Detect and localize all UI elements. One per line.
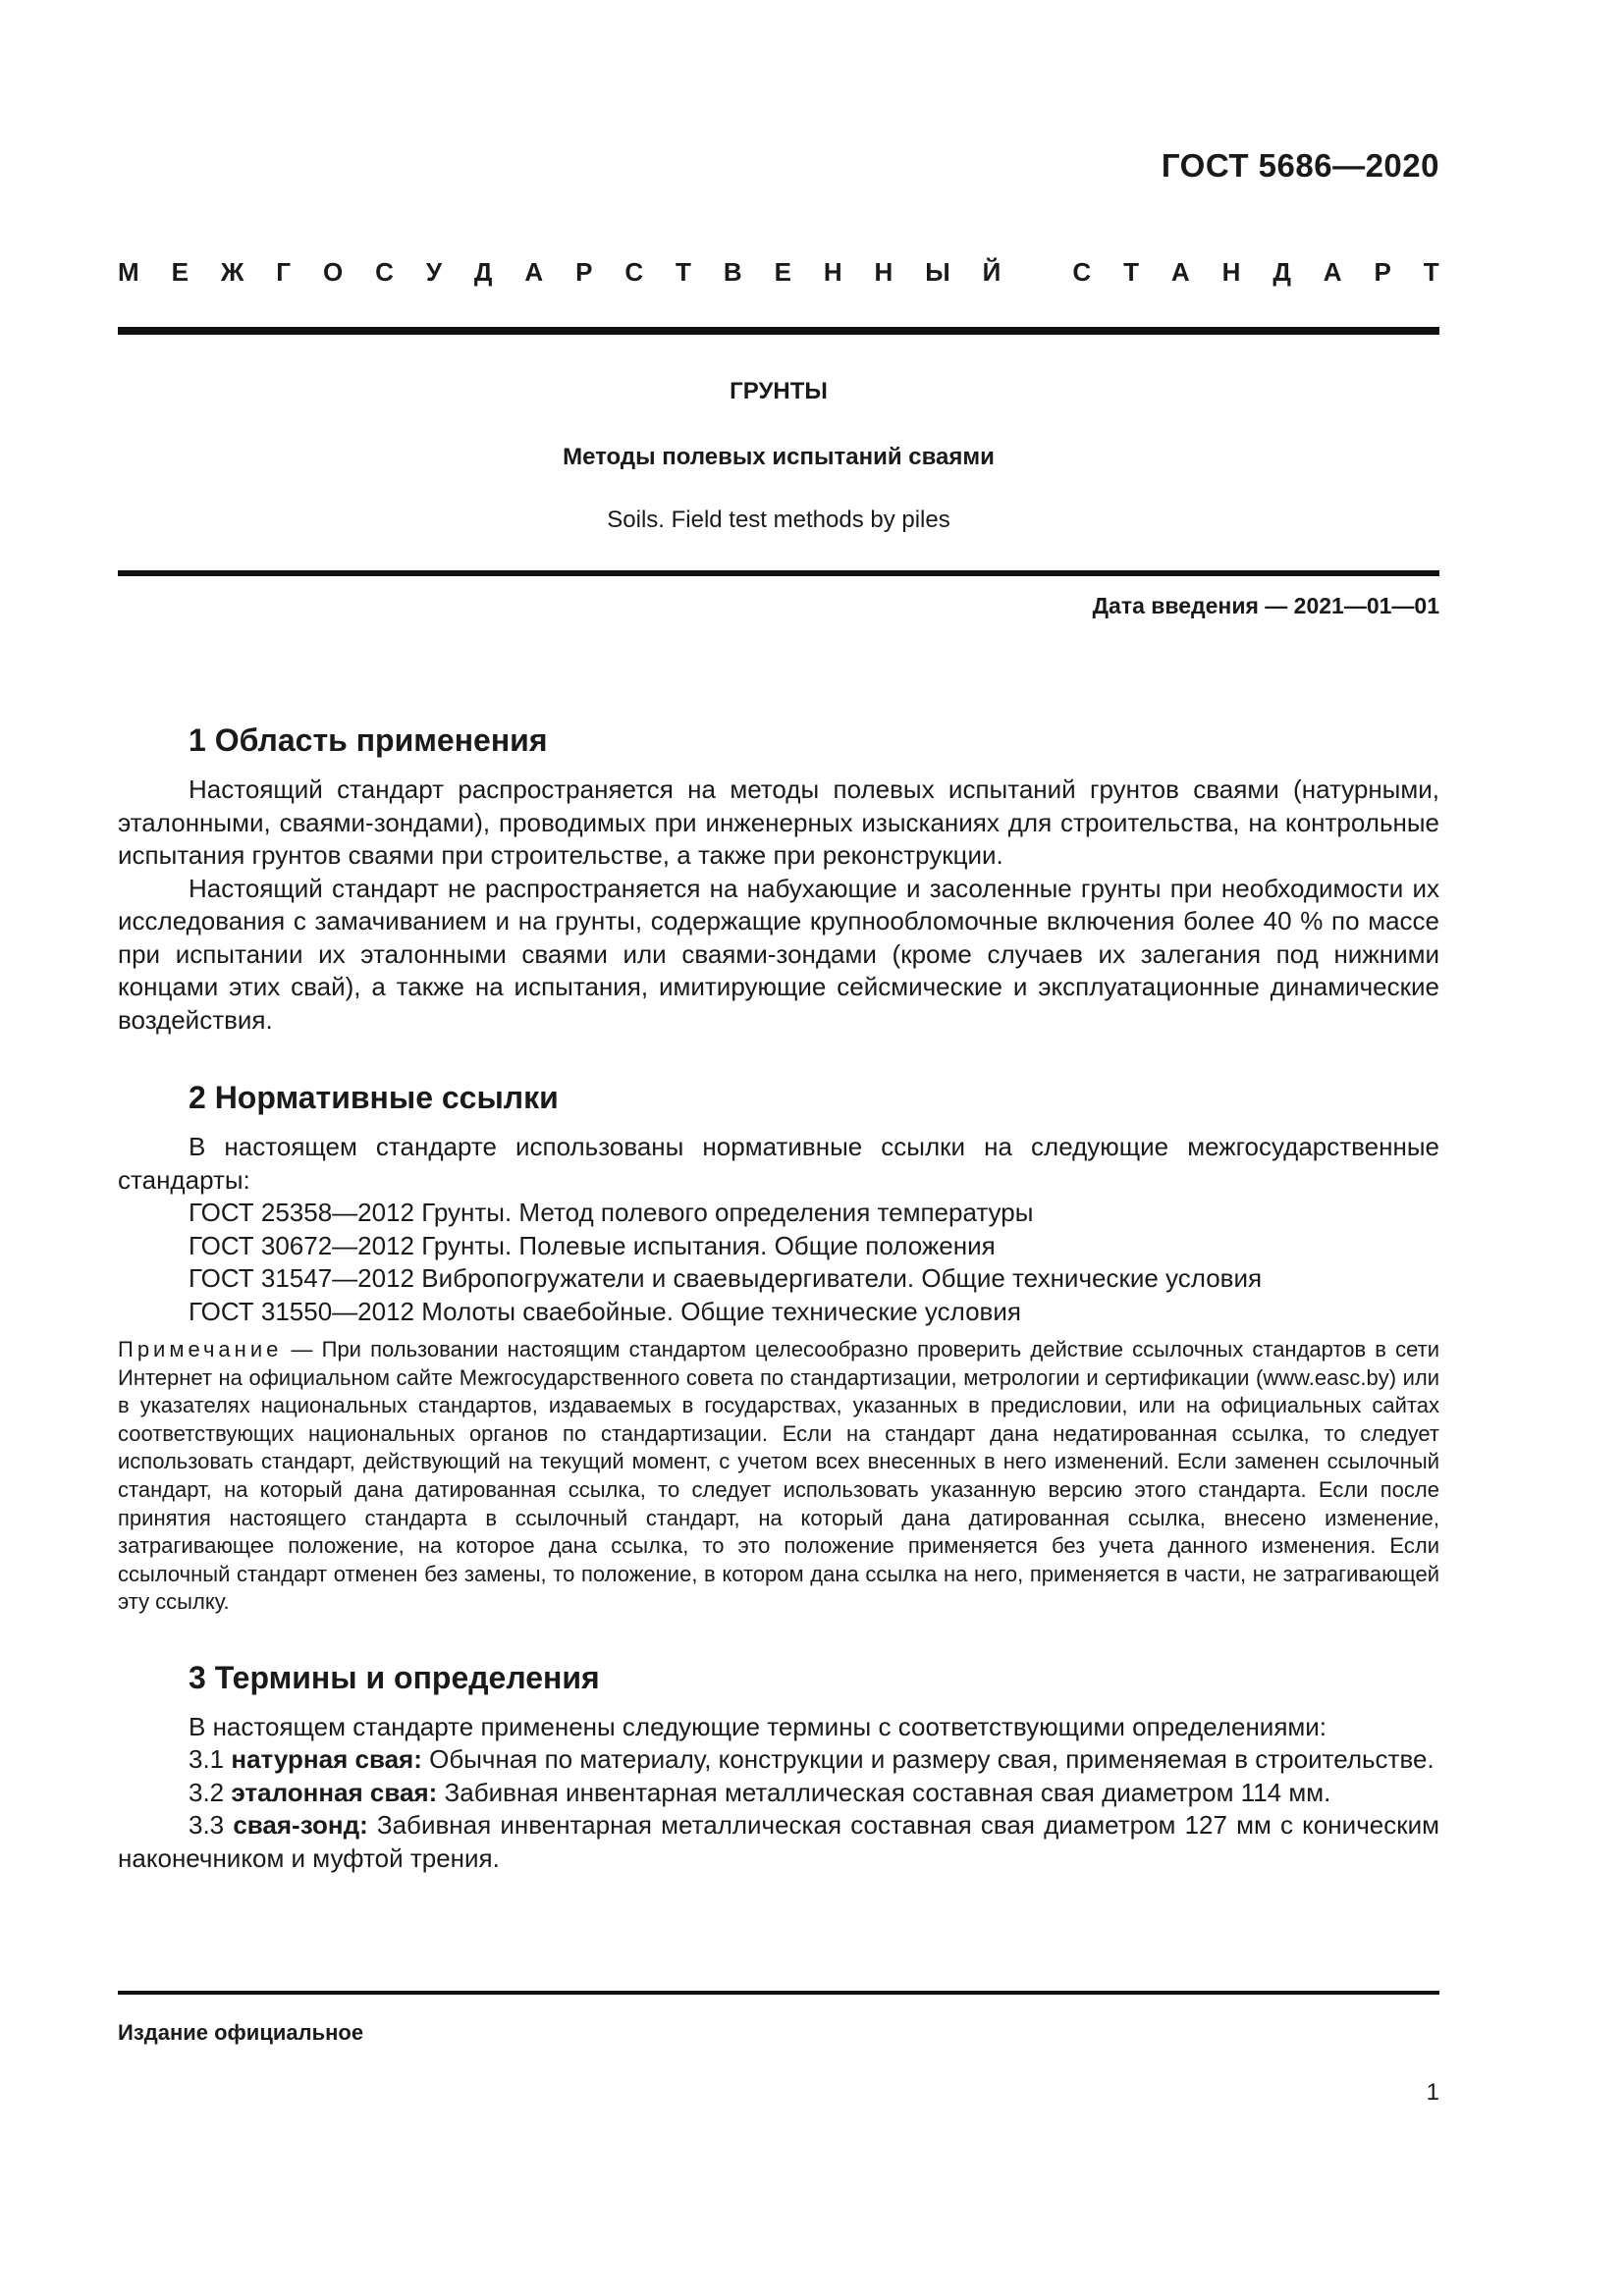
paragraph: В настоящем стандарте использованы нормативные ссылки на следующие межгосударственные стандарты: [118, 1132, 1439, 1195]
paragraph: В настоящем стандарте применены следующие термины с соответствующими определениями: [189, 1711, 1327, 1741]
edition-label: Издание официальное [118, 2020, 364, 2045]
term-definition [118, 1809, 1439, 1875]
banner-letter: А [1170, 257, 1190, 287]
banner-letter: Д [473, 257, 493, 287]
banner-letter: Т [676, 257, 691, 287]
title-rule [118, 570, 1439, 576]
banner-letter: В [723, 257, 742, 287]
normative-reference: ГОСТ 30672—2012 Грунты. Полевые испытания. Общие положения [189, 1230, 996, 1260]
standard-subtitle: Методы полевых испытаний сваями [563, 444, 995, 470]
footer-rule [118, 1991, 1439, 1995]
banner-letter: М [118, 257, 139, 287]
introduction-date: Дата введения — 2021—01—01 [1092, 593, 1439, 618]
term-definition [118, 1743, 1439, 1777]
term-text: Обычная по материалу, конструкции и размеру свая, применяемая в строительстве. [429, 1744, 1435, 1775]
banner-letter: Н [1221, 257, 1241, 287]
interstate-standard-banner [118, 257, 1439, 288]
standard-english-title: Soils. Field test methods by piles [607, 507, 950, 533]
paragraph: Настоящий стандарт не распространяется на набухающие и засоленные грунты при необходимости их исследования с замачиванием и на грунты, содержащие крупнообломочные включения более 40 % по массе при испытании их эталонными сваями или сваями-зондами (кроме случаев их залегания под нижними концами этих свай), а также на испытания, имитирующие сейсмические и эксплуатационные динамические воздействия. [118, 873, 1439, 1035]
term-text: Забивная инвентарная металлическая составная свая диаметром 127 мм с коническим наконечником и муфтой трения. [118, 1810, 1439, 1873]
term-definition [118, 1777, 1439, 1810]
paragraph: Настоящий стандарт распространяется на методы полевых испытаний грунтов сваями (натурными, эталонными, сваями-зондами), проводимых при инженерных изысканиях для строительства, на контрольные испытания грунтов сваями при строительстве, а также при реконструкции. [118, 774, 1439, 870]
banner-letter: Ж [220, 257, 244, 287]
term-name: эталонная свая: [231, 1777, 438, 1807]
banner-letter: Ы [925, 257, 950, 287]
banner-letter: А [524, 257, 544, 287]
section-heading: 3 Термины и определения [189, 1659, 600, 1695]
banner-letter: У [425, 257, 442, 287]
banner-word-gap [1033, 257, 1040, 288]
banner-letter: Й [982, 257, 1001, 287]
note-label: Примечание [118, 1337, 283, 1362]
banner-letter: Е [774, 257, 791, 287]
banner-letter: Т [1123, 257, 1139, 287]
banner-letter: Р [1374, 257, 1391, 287]
banner-letter: Р [575, 257, 593, 287]
section-heading: 1 Область применения [189, 722, 548, 758]
header-rule [118, 327, 1439, 335]
page-number: 1 [1426, 2079, 1439, 2106]
banner-letter: Н [823, 257, 842, 287]
normative-reference: ГОСТ 25358—2012 Грунты. Метод полевого определения температуры [189, 1198, 1034, 1227]
banner-letter: А [1323, 257, 1342, 287]
term-text: Забивная инвентарная металлическая составная свая диаметром 114 мм. [444, 1777, 1331, 1807]
term-name: натурная свая: [231, 1744, 422, 1775]
term-number: 3.1 [189, 1744, 225, 1775]
normative-reference: ГОСТ 31547—2012 Вибропогружатели и сваевыдергиватели. Общие технические условия [189, 1263, 1263, 1293]
document-body [118, 719, 1439, 1875]
banner-letter: Д [1272, 257, 1291, 287]
banner-letter: С [1072, 257, 1092, 287]
note: Примечание — При пользовании настоящим стандартом целесообразно проверить действие ссылочных стандартов в сети Интернет на официальном сайте Межгосударственного совета по стандартизации, метрологии и сертификации (www.easc.by) или в указателях национальных стандартов, издаваемых в государствах, указанных в предисловии, или на официальных сайтах соответствующих национальных органов по стандартизации. Если на стандарт дана недатированная ссылка, то следует использовать стандарт, действующий на текущий момент, с учетом всех внесенных в него изменений. Если заменен ссылочный стандарт, на который дана датированная ссылка, то следует использовать указанную версию этого стандарта. Если после принятия настоящего стандарта в ссылочный стандарт, на который дана датированная ссылка, внесено изменение, затрагивающее положение, на которое дана ссылка, то это положение применяется без учета данного изменения. Если ссылочный стандарт отменен без замены, то положение, в котором дана ссылка на него, применяется в части, не затрагивающей эту ссылку. [118, 1337, 1439, 1615]
normative-reference: ГОСТ 31550—2012 Молоты сваебойные. Общие технические условия [189, 1296, 1021, 1326]
section-heading: 2 Нормативные ссылки [189, 1080, 559, 1115]
banner-letter: Е [171, 257, 189, 287]
banner-letter: Н [874, 257, 893, 287]
banner-letter: Г [276, 257, 292, 287]
term-number: 3.2 [189, 1777, 225, 1807]
banner-letter: О [322, 257, 344, 287]
document-number: ГОСТ 5686—2020 [1161, 147, 1439, 184]
banner-letter: С [624, 257, 644, 287]
banner-letter: Т [1423, 257, 1439, 287]
term-name: свая-зонд: [233, 1810, 368, 1841]
note-text: При пользовании настоящим стандартом целесообразно проверить действие ссылочных стандартов в сети Интернет на официальном сайте Межгосударственного совета по стандартизации, метрологии и сертификации (www.easc.by) или в указателях национальных стандартов, издаваемых в государствах, указанных в предисловии, или на официальных сайтах соответствующих национальных органов по стандартизации. Если на стандарт дана недатированная ссылка, то следует использовать стандарт, действующий на текущий момент, с учетом всех внесенных в него изменений. Если заменен ссылочный стандарт, на который дана датированная ссылка, то следует использовать указанную версию этого стандарта. Если после принятия настоящего стандарта в ссылочный стандарт, на который дана датированная ссылка, внесено изменение, затрагивающее положение, на которое дана ссылка, то это положение применяется без учета данного изменения. Если ссылочный стандарт отменен без замены, то положение, в котором дана ссылка на него, применяется в части, не затрагивающей эту ссылку. [118, 1337, 1439, 1615]
standard-title: ГРУНТЫ [730, 378, 828, 404]
banner-letter: С [375, 257, 394, 287]
term-number: 3.3 [189, 1810, 225, 1841]
